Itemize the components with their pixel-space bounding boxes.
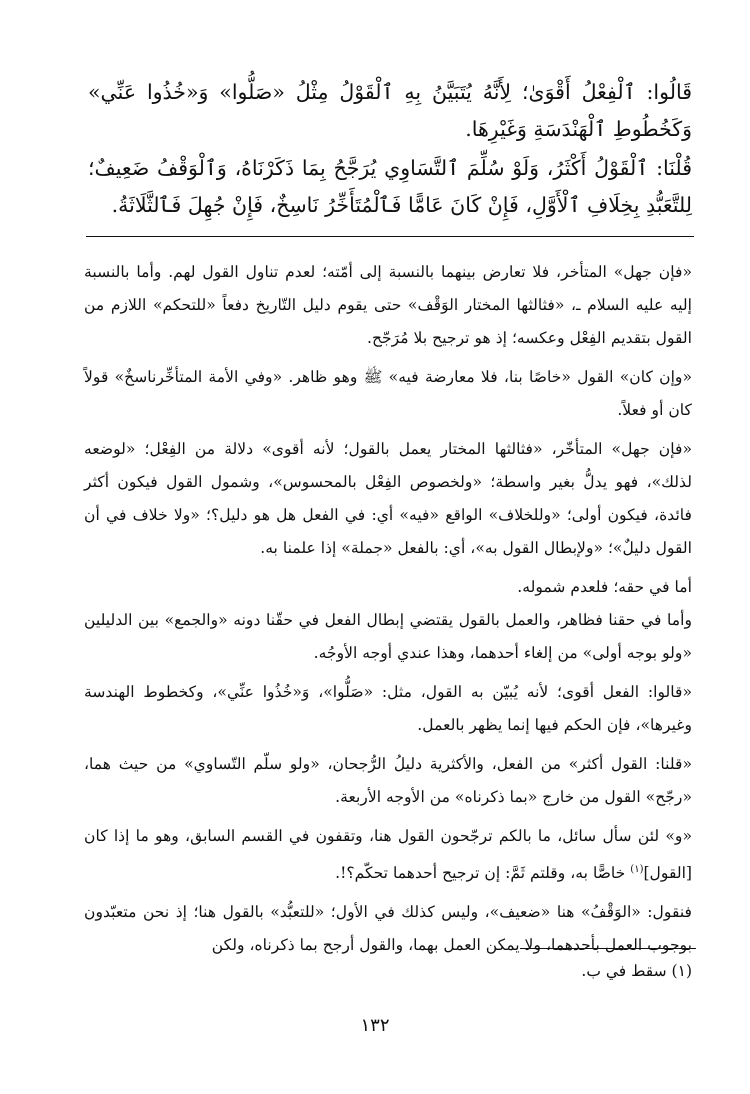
commentary-text-run: خاصًّا به، وقلتم ثَمَّ: إن ترجيح أحدهما تحكّم؟!. — [335, 864, 631, 883]
commentary-paragraph: «قلنا: القول أكثر» من الفعل، والأكثرية دليلُ الرُّجحان، «ولو سلّم التّساوي» من حيث هما، «رجّح» القول من خارج «بما ذكرناه» من الأوجه الأربعة. — [84, 755, 692, 806]
matn-paragraph: قُلْنَا: ٱلْقَوْلُ أَكْثَرُ، وَلَوْ سُلِّمَ ٱلتَّسَاوِي يُرَجَّحُ بِمَا ذَكَرْنَاهُ، وَٱلْوَقْفُ ضَعِيفٌ؛ لِلتَّعَبُّدِ بِخِلَافِ ٱلْأَوَّلِ، فَإِنْ كَانَ عَامًّا فَٱلْمُتَأَخِّرُ نَاسِخٌ، فَإِنْ جُهِلَ فَٱلثَّلَاثَةُ. — [88, 156, 692, 217]
commentary-paragraph: «قالوا: الفعل أقوى؛ لأنه يُبيّن به القول، مثل: «صَلُّوا»، وَ«خُذُوا عنِّي»، وكخطوط الهندسة وغيرها»، فإن الحكم فيها إنما يظهر بالعمل. — [84, 683, 692, 734]
commentary-text-run: «و» لئن سأل سائل، ما بالكم ترجّحون القول هنا، وتقفون في القسم السابق، وهو ما إذا كان [القول] — [84, 827, 692, 883]
commentary-paragraph: وأما في حقنا فظاهر، والعمل بالقول يقتضي إبطال الفعل في حقّنا دونه «والجمع» بين الدليلين «ولو بوجه أولى» من إلغاء أحدهما، وهذا عندي أوجه الأوجُه. — [84, 611, 692, 662]
main-text — [88, 74, 692, 226]
footnote: (١) سقط في ب. — [581, 962, 692, 980]
matn-paragraph: قَالُوا: ٱلْفِعْلُ أَقْوَىٰ؛ لِأَنَّهُ يُتَبَيَّنُ بِهِ ٱلْقَوْلُ مِثْلُ «صَلُّوا» وَ«خُذُوا عَنِّي» وَكَخُطُوطِ ٱلْهَنْدَسَةِ وَغَيْرِهَا. — [88, 80, 692, 141]
commentary-paragraph: «وإن كان» القول «خاصًا بنا، فلا معارضة فيه» ﷺ وهو ظاهر. «وفي الأمة المتأخِّرناسخٌ» قولاً كان أو فعلاً. — [84, 368, 692, 419]
commentary-paragraph — [84, 820, 692, 890]
main-separator-line — [86, 236, 694, 237]
commentary-paragraph: أما في حقه؛ فلعدم شموله. — [517, 578, 692, 596]
commentary-paragraph: فنقول: «الوَقْفُ» هنا «ضعيف»، وليس كذلك في الأول؛ «للتعبُّد» بالقول هنا؛ إذ نحن متعبّدون بوجوب العمل بأحدهما، ولا يمكن العمل بهما، والقول أرجح بما ذكرناه، ولكن — [84, 903, 692, 955]
commentary-text — [84, 256, 692, 968]
footnote-separator-line — [520, 948, 696, 949]
page-number: ١٣٢ — [360, 1015, 390, 1036]
footnote-reference: (١) — [630, 864, 644, 875]
commentary-paragraph: «فإن جهل» المتأخّر، «فثالثها المختار يعمل بالقول؛ لأنه أقوى» دلالة من الفِعْل؛ «لوضعه لذلك»، فهو يدلُّ بغير واسطة؛ «ولخصوص الفِعْل بالمحسوس»، وشمول القول فيكون أكثر فائدة، فيكون أولى؛ «وللخلاف» الواقع «فيه» أي: في الفعل هل هو دليل؟؛ «ولا خلاف في أن القول دليلٌ»؛ «ولإبطال القول به»، أي: بالفعل «جملة» إذا علمنا به. — [84, 440, 692, 557]
commentary-paragraph: «فإن جهل» المتأخر، فلا تعارض بينهما بالنسبة إلى أمّته؛ لعدم تناول القول لهم. وأما بالنسبة إليه عليه السلام ـ، «فثالثها المختار الوَقْف» حتى يقوم دليل التّاريخ دفعاً «للتحكم» اللازم من القول بتقديم الفِعْل وعكسه؛ إذ هو ترجيح بلا مُرَجّح. — [84, 263, 692, 347]
